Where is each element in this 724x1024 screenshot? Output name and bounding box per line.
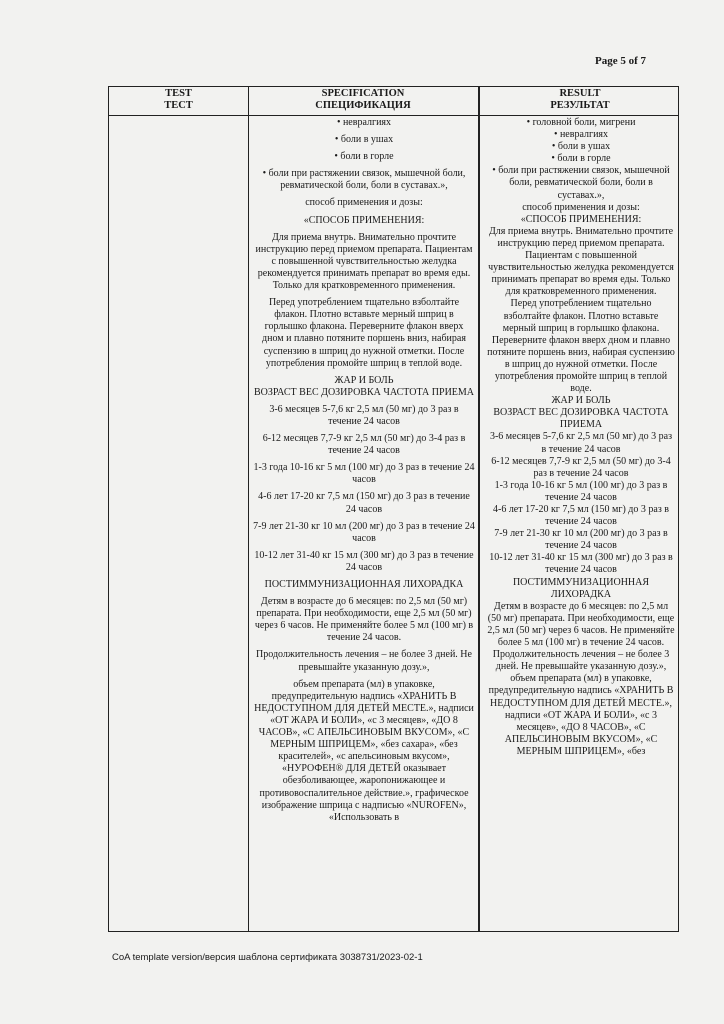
coa-table [108, 86, 679, 932]
dosing-row: 4-6 лет 17-20 кг 7,5 мл (150 мг) до 3 раз в течение 24 часов [258, 491, 470, 515]
dosing-row: 3-6 месяцев 5-7,6 кг 2,5 мл (50 мг) до 3 раз в течение 24 часов [489, 431, 673, 455]
column-divider [248, 87, 249, 931]
spec-paragraph: Детям в возрасте до 6 месяцев: по 2,5 мл (50 мг) препарата. При необходимости, еще 2,5 мл (50 мг) через 6 часов. Не применяйте более 5 мл (100 мг) в течение 24 часов. [254, 596, 474, 644]
result-column [487, 117, 675, 758]
spec-line: • боли в ушах [334, 134, 394, 146]
fever-heading: ПОСТИММУНИЗАЦИОННАЯ ЛИХОРАДКА [264, 579, 464, 590]
dosing-row: 3-6 месяцев 5-7,6 кг 2,5 мл (50 мг) до 3 раз в течение 24 часов [269, 403, 459, 427]
header-test [109, 88, 248, 115]
dosing-columns: ВОЗРАСТ ВЕС ДОЗИРОВКА ЧАСТОТА ПРИЕМА [493, 407, 669, 431]
dosing-columns: ВОЗРАСТ ВЕС ДОЗИРОВКА ЧАСТОТА ПРИЕМА [253, 386, 475, 398]
header-divider [109, 115, 678, 116]
result-paragraph: Детям в возрасте до 6 месяцев: по 2,5 мл (50 мг) препарата. При необходимости, еще 2,5 мл (50 мг) через 6 часов. Не применяйте более 5 мл (100 мг) в течение 24 часов. Продолжительность лечения – не более 3 дней. Не превышайте указанную дозу.», [487, 600, 675, 673]
result-line: «СПОСОБ ПРИМЕНЕНИЯ: [520, 213, 642, 225]
header-result-text: RESULT РЕЗУЛЬТАТ [550, 88, 610, 111]
dosing-row: 1-3 года 10-16 кг 5 мл (100 мг) до 3 раз в течение 24 часов [494, 479, 668, 503]
result-paragraph: объем препарата (мл) в упаковке, предупредительную надпись «ХРАНИТЬ В НЕДОСТУПНОМ ДЛЯ ДЕТЕЙ МЕСТЕ.», надписи «ОТ ЖАРА И БОЛИ», «с 3 месяцев», «ДО 8 ЧАСОВ», «С АПЕЛЬСИНОВЫМ ВКУСОМ», «С МЕРНЫМ ШПРИЦЕМ», «без [488, 673, 674, 757]
column-divider [478, 87, 480, 931]
dosing-row: 7-9 лет 21-30 кг 10 мл (200 мг) до 3 раз в течение 24 часов [253, 520, 475, 544]
header-test-text: TEST ТЕСТ [164, 88, 193, 111]
dosing-row: 7-9 лет 21-30 кг 10 мл (200 мг) до 3 раз в течение 24 часов [494, 528, 668, 552]
spec-paragraph: Перед употреблением тщательно взболтайте флакон. Плотно вставьте мерный шприц в горлышко флакона. Переверните флакон вверх дном и плавно потяните поршень вниз, набирая суспензию в шприц до нужной отметки. После употребления промойте шприц в теплой воде. [262, 297, 466, 369]
dosing-row: 10-12 лет 31-40 кг 15 мл (300 мг) до 3 раз в течение 24 часов [489, 552, 673, 576]
spec-line: способ применения и дозы: [305, 197, 423, 209]
result-line: • боли в горле [551, 153, 611, 165]
dosing-row: 4-6 лет 17-20 кг 7,5 мл (150 мг) до 3 раз в течение 24 часов [492, 504, 670, 528]
spec-paragraph: объем препарата (мл) в упаковке, предупредительную надпись «ХРАНИТЬ В НЕДОСТУПНОМ ДЛЯ ДЕТЕЙ МЕСТЕ.», надписи «ОТ ЖАРА И БОЛИ», «с 3 месяцев», «ДО 8 ЧАСОВ», «С АПЕЛЬСИНОВЫМ ВКУСОМ», «С МЕРНЫМ ШПРИЦЕМ», «без сахара», «без красителей», «с апельсиновым вкусом», «НУРОФЕН® ДЛЯ ДЕТЕЙ оказывает обезболивающее, жаропонижающее и противовоспалительное действие.», графическое изображение шприца с надписью «NUROFEN», «Использовать в [254, 678, 474, 823]
dosing-row: 1-3 года 10-16 кг 5 мл (100 мг) до 3 раз в течение 24 часов [253, 462, 475, 486]
specification-column [253, 117, 475, 824]
result-line: • невралгиях [553, 129, 609, 141]
result-paragraph: Перед употреблением тщательно взболтайте флакон. Плотно вставьте мерный шприц в горлышко флакона. Переверните флакон вверх дном и плавно потяните поршень вниз, набирая суспензию в шприц до нужной отметки. После употребления промойте шприц в теплой воде. [487, 298, 675, 395]
result-line: • боли в ушах [551, 141, 611, 153]
spec-line: • боли при растяжении связок, мышечной боли, ревматической боли, боли в суставах.», [262, 168, 466, 192]
spec-line: • боли в горле [334, 151, 394, 163]
spec-line: • невралгиях [336, 117, 392, 128]
dosing-heading: ЖАР И БОЛЬ [334, 374, 394, 386]
spec-paragraph: Продолжительность лечения – не более 3 дней. Не превышайте указанную дозу.», [256, 649, 472, 673]
spec-paragraph: Для приема внутрь. Внимательно прочтите инструкцию перед приемом препарата. Пациентам с повышенной чувствительностью желудка рекомендуется принимать препарат во время еды. Только для кратковременного применения. [255, 231, 473, 292]
result-line: способ применения и дозы: [522, 201, 640, 213]
header-result [481, 88, 679, 115]
footer-template-version: CoA template version/версия шаблона сертификата 3038731/2023-02-1 [112, 952, 423, 963]
header-specification-text: SPECIFICATION СПЕЦИФИКАЦИЯ [315, 88, 411, 111]
spec-line: «СПОСОБ ПРИМЕНЕНИЯ: [303, 214, 425, 226]
dosing-row: 6-12 месяцев 7,7-9 кг 2,5 мл (50 мг) до 3-4 раз в течение 24 часов [262, 433, 466, 457]
result-line: • головной боли, мигрени [526, 117, 636, 128]
dosing-row: 10-12 лет 31-40 кг 15 мл (300 мг) до 3 раз в течение 24 часов [254, 549, 474, 573]
dosing-row: 6-12 месяцев 7,7-9 кг 2,5 мл (50 мг) до 3-4 раз в течение 24 часов [491, 455, 671, 479]
header-specification [248, 88, 478, 115]
result-line: • боли при растяжении связок, мышечной боли, ревматической боли, боли в суставах.», [492, 165, 670, 201]
fever-heading: ПОСТИММУНИЗАЦИОННАЯ ЛИХОРАДКА [512, 576, 650, 600]
result-paragraph: Для приема внутрь. Внимательно прочтите инструкцию перед приемом препарата. Пациентам с повышенной чувствительностью желудка рекомендуется принимать препарат во время еды. Только для кратковременного применения. [488, 225, 674, 298]
dosing-heading: ЖАР И БОЛЬ [551, 395, 611, 407]
page-number: Page 5 of 7 [595, 55, 647, 67]
